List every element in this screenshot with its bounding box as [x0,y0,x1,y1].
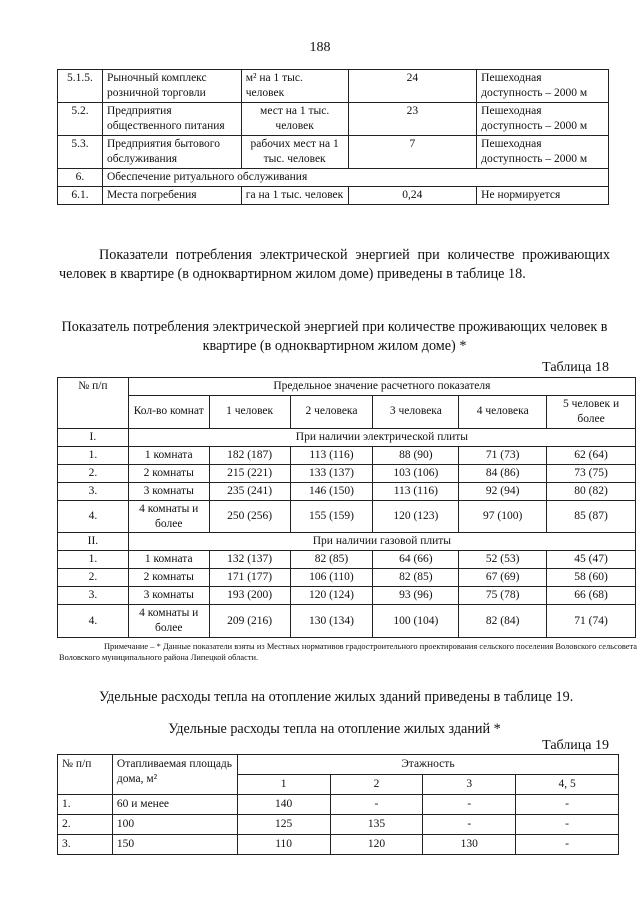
section-number: I. [58,428,129,446]
value-cell: 103 (106) [373,464,459,482]
value-cell: 250 (256) [209,500,290,533]
rooms-cell: 1 комната [128,446,209,464]
row-number: 3. [58,587,129,605]
value-cell: 182 (187) [209,446,290,464]
table19-caption: Удельные расходы тепла на отопление жилых зданий * [168,721,501,737]
accessibility-note: Не нормируется [477,186,609,204]
value-cell: 155 (159) [290,500,373,533]
value-cell: 71 (73) [459,446,547,464]
column-header: 2 [330,774,423,794]
table18-caption: Показатель потребления электрической энергией при количестве проживающих человек в квартире (в одноквартирном жилом доме) * [61,319,608,354]
value-cell: - [330,794,423,814]
column-header-number: № п/п [58,755,113,795]
table-row [58,482,636,500]
column-header: 1 человек [209,395,290,428]
value-cell: 209 (216) [209,605,290,638]
value-cell: 135 [330,814,423,834]
column-header: 1 [237,774,330,794]
unit: га на 1 тыс. человек [241,186,348,204]
value-cell: 125 [237,814,330,834]
table-row [58,587,636,605]
rooms-cell: 1 комната [128,551,209,569]
value-cell: - [423,814,516,834]
rooms-cell: 3 комнаты [128,587,209,605]
column-header: 3 [423,774,516,794]
row-number: 6.1. [58,186,103,204]
page-number: 188 [309,40,331,55]
column-header: 5 человек и более [547,395,636,428]
value-cell: 82 (84) [459,605,547,638]
row-number: 2. [58,814,113,834]
rooms-cell: 3 комнаты [128,482,209,500]
norm-value: 23 [348,102,477,135]
table-row [58,814,619,834]
table-row [58,834,619,854]
row-number: 4. [58,605,129,638]
value-cell: - [516,794,619,814]
value-cell: 73 (75) [547,464,636,482]
table19-label: Таблица 19 [542,738,609,753]
value-cell: 146 (150) [290,482,373,500]
row-number: 4. [58,500,129,533]
row-number: 1. [58,794,113,814]
norm-value: 7 [348,135,477,168]
services-norms-table [57,69,609,205]
facility-name: Предприятия бытового обслуживания [102,135,241,168]
value-cell: 171 (177) [209,569,290,587]
table-row [58,135,609,168]
value-cell: 80 (82) [547,482,636,500]
value-cell: 215 (221) [209,464,290,482]
value-cell: 100 (104) [373,605,459,638]
area-cell: 60 и менее [112,794,237,814]
column-group-header: Этажность [237,755,618,775]
column-header: 2 человека [290,395,373,428]
table-row [58,186,609,204]
value-cell: 120 (123) [373,500,459,533]
norm-value: 0,24 [348,186,477,204]
row-number: 2. [58,569,129,587]
value-cell: 45 (47) [547,551,636,569]
value-cell: - [516,814,619,834]
header-row [58,755,619,775]
value-cell: - [423,794,516,814]
section-row [58,168,609,186]
value-cell: 93 (96) [373,587,459,605]
rooms-cell: 4 комнаты и более [128,500,209,533]
value-cell: 193 (200) [209,587,290,605]
accessibility-note: Пешеходная доступность – 2000 м [477,70,609,103]
value-cell: 66 (68) [547,587,636,605]
value-cell: 132 (137) [209,551,290,569]
table-row [58,569,636,587]
row-number: 3. [58,482,129,500]
table-row [58,102,609,135]
section-title: Обеспечение ритуального обслуживания [102,168,608,186]
value-cell: 113 (116) [290,446,373,464]
section-number: II. [58,533,129,551]
row-number: 5.1.5. [58,70,103,103]
rooms-cell: 4 комнаты и более [128,605,209,638]
unit: м² на 1 тыс. человек [241,70,348,103]
paragraph-table18-intro: Показатели потребления электрической энергией при количестве проживающих человек в квартире (в одноквартирном жилом доме) приведены в таблице 18. [59,247,610,282]
value-cell: 82 (85) [290,551,373,569]
value-cell: 58 (60) [547,569,636,587]
rooms-cell: 2 комнаты [128,464,209,482]
paragraph-table19-intro: Удельные расходы тепла на отопление жилых зданий приведены в таблице 19. [99,689,574,705]
row-number: 5.2. [58,102,103,135]
value-cell: 120 [330,834,423,854]
value-cell: 82 (85) [373,569,459,587]
electricity-consumption-table [57,377,636,638]
accessibility-note: Пешеходная доступность – 2000 м [477,135,609,168]
accessibility-note: Пешеходная доступность – 2000 м [477,102,609,135]
value-cell: 64 (66) [373,551,459,569]
value-cell: 88 (90) [373,446,459,464]
value-cell: - [516,834,619,854]
table-row [58,464,636,482]
unit: мест на 1 тыс. человек [241,102,348,135]
area-cell: 100 [112,814,237,834]
gas-stove-section [58,533,636,638]
value-cell: 133 (137) [290,464,373,482]
column-group-header: Предельное значение расчетного показателя [128,378,635,396]
value-cell: 110 [237,834,330,854]
value-cell: 130 (134) [290,605,373,638]
column-header: 3 человека [373,395,459,428]
value-cell: 67 (69) [459,569,547,587]
row-number: 2. [58,464,129,482]
row-number: 6. [58,168,103,186]
facility-name: Предприятия общественного питания [102,102,241,135]
section-header-row [58,533,636,551]
value-cell: 85 (87) [547,500,636,533]
norm-value: 24 [348,70,477,103]
facility-name: Рыночный комплекс розничной торговли [102,70,241,103]
table-row [58,605,636,638]
value-cell: 140 [237,794,330,814]
value-cell: 75 (78) [459,587,547,605]
column-header: 4 человека [459,395,547,428]
column-header-number: № п/п [58,378,129,429]
unit: рабочих мест на 1 тыс. человек [241,135,348,168]
table-row [58,794,619,814]
column-header-rooms: Кол-во комнат [128,395,209,428]
table-row [58,446,636,464]
section-header-row [58,428,636,446]
value-cell: 84 (86) [459,464,547,482]
header-row [58,395,636,428]
row-number: 5.3. [58,135,103,168]
row-number: 1. [58,446,129,464]
table-row [58,551,636,569]
table-row [58,70,609,103]
value-cell: 120 (124) [290,587,373,605]
value-cell: 71 (74) [547,605,636,638]
table18-note: Примечание – * Данные показатели взяты из Местных нормативов градостроительного проектирования сельского поселения Воловского сельсовета Воловского муниципального района Липецкой области. [59,642,637,663]
column-header: 4, 5 [516,774,619,794]
value-cell: 113 (116) [373,482,459,500]
heating-consumption-table [57,754,619,855]
section-title: При наличии электрической плиты [128,428,635,446]
row-number: 3. [58,834,113,854]
value-cell: 62 (64) [547,446,636,464]
value-cell: 235 (241) [209,482,290,500]
value-cell: 106 (110) [290,569,373,587]
value-cell: 97 (100) [459,500,547,533]
header-row [58,378,636,396]
value-cell: 130 [423,834,516,854]
row-number: 1. [58,551,129,569]
section-title: При наличии газовой плиты [128,533,635,551]
electric-stove-section [58,428,636,533]
table-row [58,500,636,533]
column-header-area: Отапливаемая площадь дома, м² [112,755,237,795]
value-cell: 52 (53) [459,551,547,569]
rooms-cell: 2 комнаты [128,569,209,587]
facility-name: Места погребения [102,186,241,204]
value-cell: 92 (94) [459,482,547,500]
area-cell: 150 [112,834,237,854]
table18-label: Таблица 18 [542,360,609,375]
